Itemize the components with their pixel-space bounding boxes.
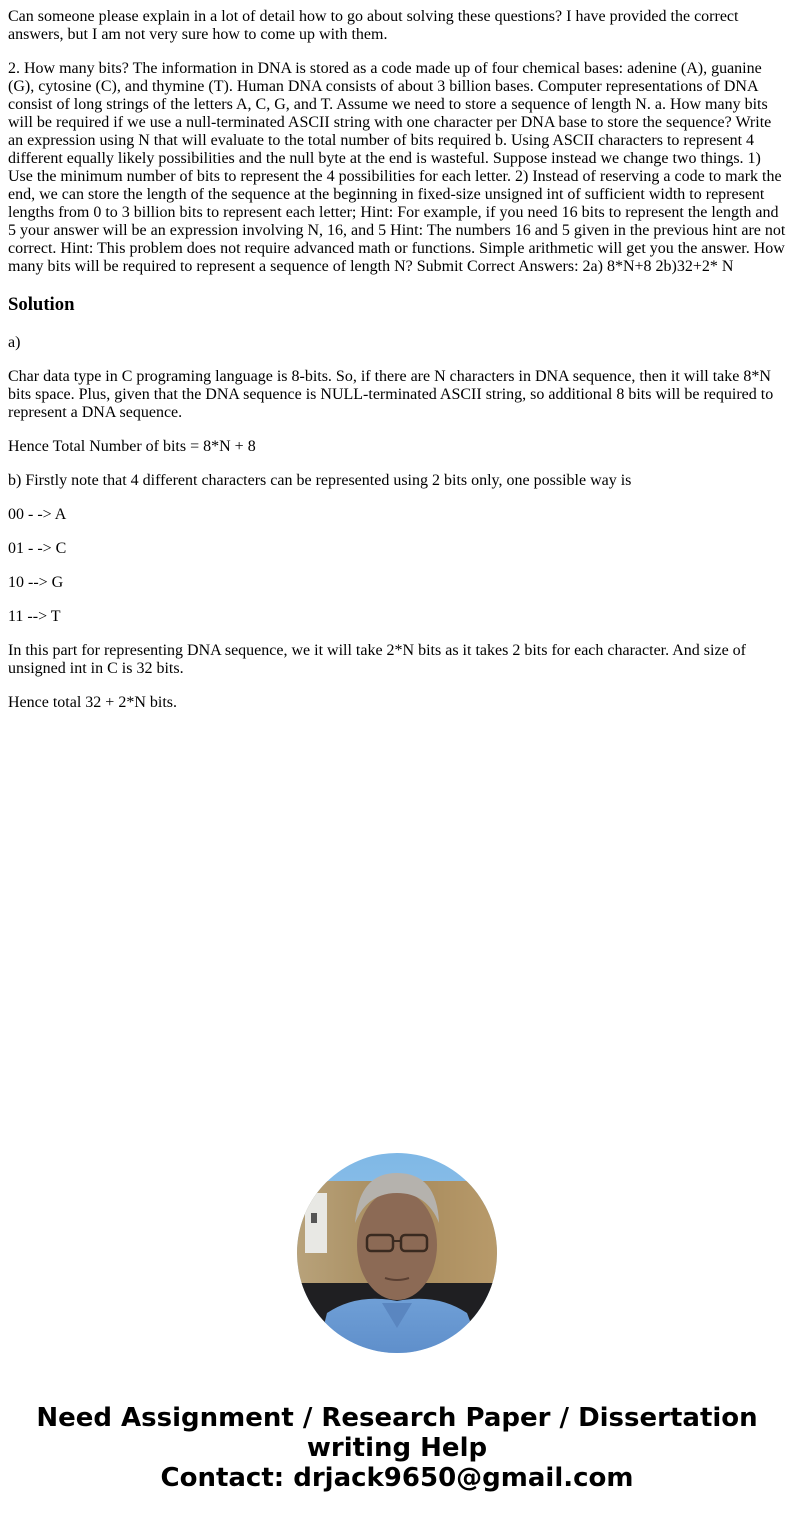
encoding-t: 11 --> T [8,608,61,625]
question-body: 2. How many bits? The information in DNA is stored as a code made up of four chemical bases: adenine (A), guanine (G), cytosine (C), and thymine (T). Human DNA consists of about 3 billion bases. Computer representations of DNA consist of long strings of the letters A, C, G, and T. Assume we need to store a sequence of length N. a. How many bits will be required if we use a null-terminated ASCII string with one character per DNA base to store the sequence? Write an expression using N that will evaluate to the total number of bits required b. Using ASCII characters to represent 4 different equally likely possibilities and the null byte at the end is wasteful. Suppose instead we change two things. 1) Use the minimum number of bits to represent the 4 possibilities for each letter. 2) Instead of reserving a code to mark the end, we can store the length of the sequence at the beginning in fixed-size unsigned int of sufficient width to represent lengths from 0 to 3 billion bits to represent each letter; Hint: For example, if you need 16 bits to represent the length and 5 your answer will be an expression involving N, 16, and 5 Hint: The numbers 16 and 5 given in the previous hint are not correct. Hint: This problem does not require advanced math or functions. Simple arithmetic will get you the answer. How many bits will be required to represent a sequence of length N? Submit Correct Answers: 2a) 8*N+8 2b)32+2* N [8,60,786,275]
part-a-label: a) [8,334,21,351]
part-a-result: Hence Total Number of bits = 8*N + 8 [8,438,256,455]
footer-line-1: Need Assignment / Research Paper / Dissertation [36,1403,758,1433]
portrait-photo-icon [297,1153,497,1353]
encoding-g: 10 --> G [8,574,64,591]
promo-footer [0,1403,794,1493]
author-avatar [297,1153,497,1353]
document-content [8,8,786,728]
question-intro: Can someone please explain in a lot of detail how to go about solving these questions? I have provided the correct answers, but I am not very sure how to come up with them. [8,8,739,43]
encoding-c: 01 - -> C [8,540,67,557]
footer-contact: Contact: drjack9650@gmail.com [160,1463,634,1493]
part-a-explanation: Char data type in C programing language is 8-bits. So, if there are N characters in DNA sequence, then it will take 8*N bits space. Plus, given that the DNA sequence is NULL-terminated ASCII string, so additional 8 bits will be required to represent a DNA sequence. [8,368,774,421]
encoding-a: 00 - -> A [8,506,67,523]
part-b-result: Hence total 32 + 2*N bits. [8,694,177,711]
footer-line-2: writing Help [306,1433,488,1463]
solution-heading: Solution [8,294,75,315]
part-b-explanation: In this part for representing DNA sequence, we it will take 2*N bits as it takes 2 bits for each character. And size of unsigned int in C is 32 bits. [8,642,746,677]
part-b-intro: b) Firstly note that 4 different characters can be represented using 2 bits only, one possible way is [8,472,632,489]
